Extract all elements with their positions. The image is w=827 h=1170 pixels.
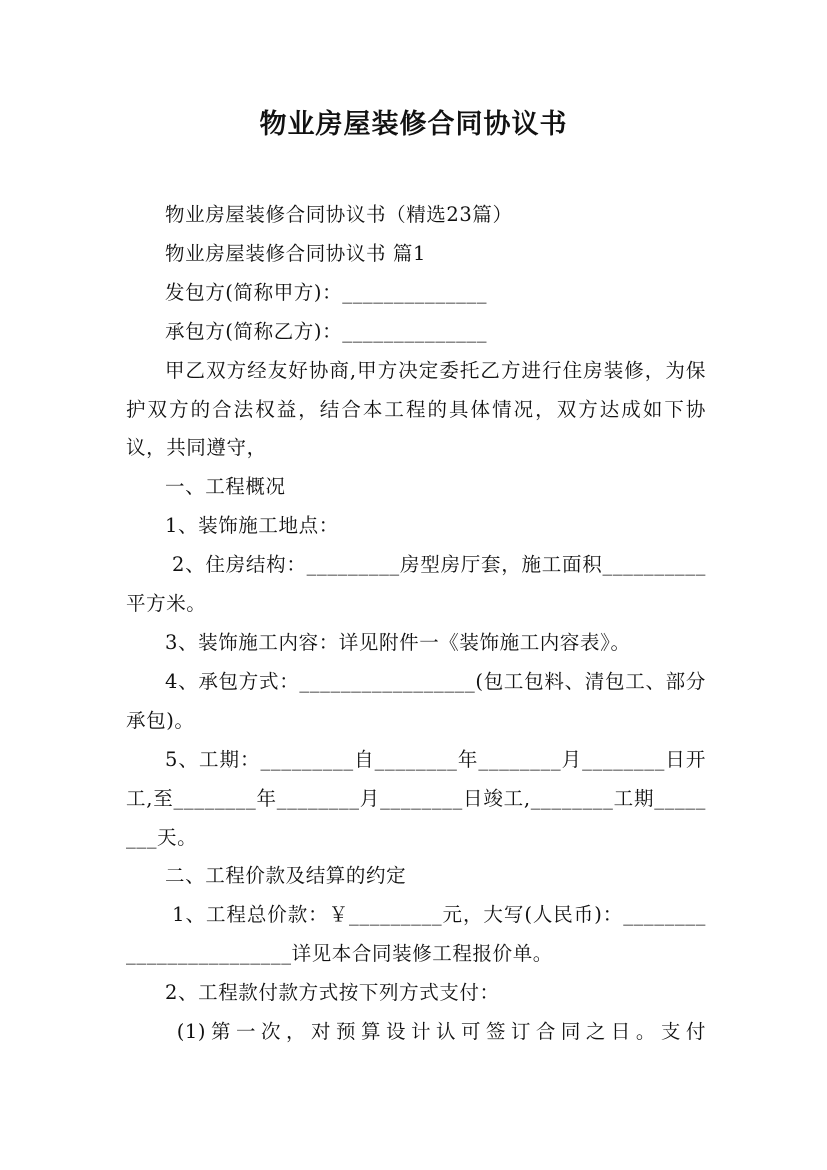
- clause-4-contract-method: 4、承包方式：_________________(包工包料、清包工、部分承包)。: [126, 669, 706, 732]
- clause-2-structure: 2、住房结构：_________房型房厅套，施工面积__________平方米。: [126, 553, 706, 616]
- clause-5-schedule: 5、工期：_________自________年________月________日开工,至________年________月________日竣工,________工期________天。: [126, 747, 706, 849]
- document-title: 物业房屋装修合同协议书: [259, 109, 568, 140]
- price-clause-1: 1、工程总价款：￥_________元，大写(人民币)：________________________详见本合同装修工程报价单。: [126, 903, 706, 966]
- party-a-line: 发包方(简称甲方)：______________: [165, 280, 488, 304]
- section-two-heading: 二、工程价款及结算的约定: [165, 864, 407, 888]
- section-heading: 物业房屋装修合同协议书 篇1: [165, 241, 427, 265]
- section-one-heading: 一、工程概况: [165, 475, 286, 499]
- party-b-line: 承包方(简称乙方)：______________: [165, 319, 488, 343]
- payment-item-1: (1)第一次，对预算设计认可签订合同之日。支付: [165, 1020, 706, 1044]
- intro-paragraph: 甲乙双方经友好协商,甲方决定委托乙方进行住房装修，为保护双方的合法权益，结合本工程的具体情况，双方达成如下协议，共同遵守，: [126, 358, 706, 460]
- clause-1-location: 1、装饰施工地点：: [165, 514, 339, 538]
- document-body: [126, 196, 706, 1052]
- subtitle-paragraph: 物业房屋装修合同协议书（精选23篇）: [165, 203, 513, 226]
- price-clause-2: 2、工程款付款方式按下列方式支付：: [165, 981, 500, 1005]
- clause-3-content: 3、装饰施工内容：详见附件一《装饰施工内容表》。: [165, 630, 631, 654]
